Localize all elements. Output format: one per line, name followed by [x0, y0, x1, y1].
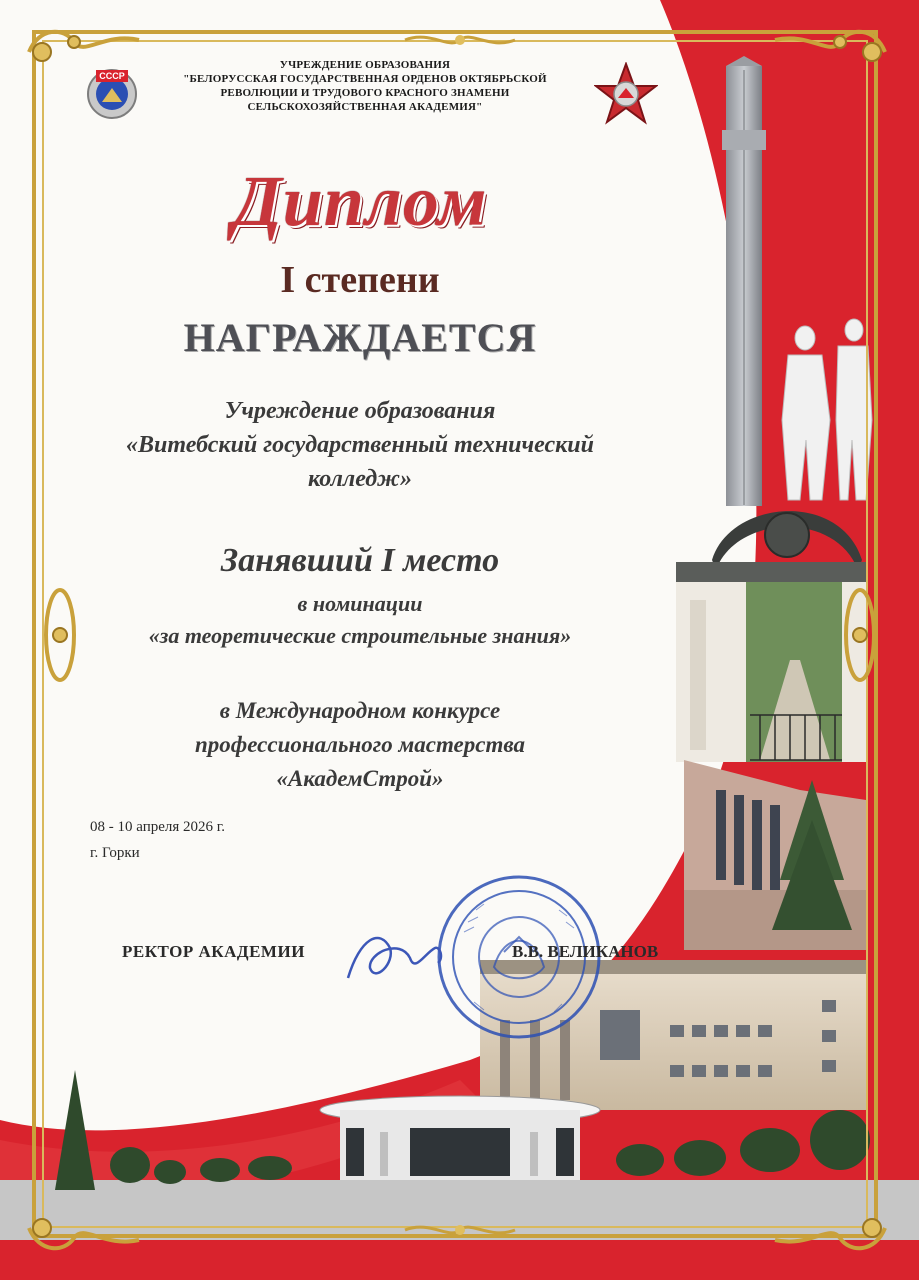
diploma-title: Диплом	[232, 161, 488, 241]
recipient-block	[60, 394, 660, 496]
top-center-ornament	[400, 30, 520, 50]
institution-header	[170, 58, 560, 114]
red-star-order-icon	[594, 62, 658, 126]
header-line-2: "БЕЛОРУССКАЯ ГОСУДАРСТВЕННАЯ ОРДЕНОВ ОКТЯБРЬСКОЙ	[183, 73, 547, 85]
corner-ornament-bottom-left	[24, 1198, 144, 1258]
place-label: Занявший I место	[220, 542, 500, 579]
nomination-line-1: в номинации	[297, 591, 423, 616]
bottom-center-ornament	[400, 1220, 520, 1240]
nomination-line-2: «за теоретические строительные знания»	[148, 623, 572, 648]
rector-label: РЕКТОР АКАДЕМИИ	[122, 942, 305, 961]
contest-line-1: в Международном конкурсе	[219, 698, 501, 723]
rector-signature-icon	[340, 918, 450, 998]
order-badge-icon	[86, 62, 138, 122]
rector-name: В.В. ВЕЛИКАНОВ	[512, 942, 659, 961]
header-line-4: СЕЛЬСКОХОЗЯЙСТВЕННАЯ АКАДЕМИЯ"	[247, 101, 483, 113]
contest-line-2: профессионального мастерства	[195, 732, 525, 757]
event-city: г. Горки	[90, 845, 140, 861]
recipient-line-2: «Витебский государственный технический	[126, 432, 594, 458]
event-dates: 08 - 10 апреля 2026 г.	[90, 819, 225, 835]
header-line-1: УЧРЕЖДЕНИЕ ОБРАЗОВАНИЯ	[279, 59, 451, 71]
svg-text:СССР: СССР	[99, 71, 125, 81]
contest-block	[90, 694, 630, 796]
degree-label: I степени	[280, 259, 440, 301]
corner-ornament-top-right	[770, 22, 890, 82]
recipient-line-3: колледж»	[307, 466, 413, 492]
event-details	[90, 814, 225, 866]
nomination-block	[70, 588, 650, 652]
recipient-line-1: Учреждение образования	[224, 398, 496, 424]
side-ornament-right	[842, 580, 878, 690]
corner-ornament-bottom-right	[770, 1198, 890, 1258]
awarded-label: НАГРАЖДАЕТСЯ	[183, 315, 537, 360]
header-line-3: РЕВОЛЮЦИИ И ТРУДОВОГО КРАСНОГО ЗНАМЕНИ	[220, 87, 510, 99]
contest-line-3: «АкадемСтрой»	[276, 766, 444, 791]
